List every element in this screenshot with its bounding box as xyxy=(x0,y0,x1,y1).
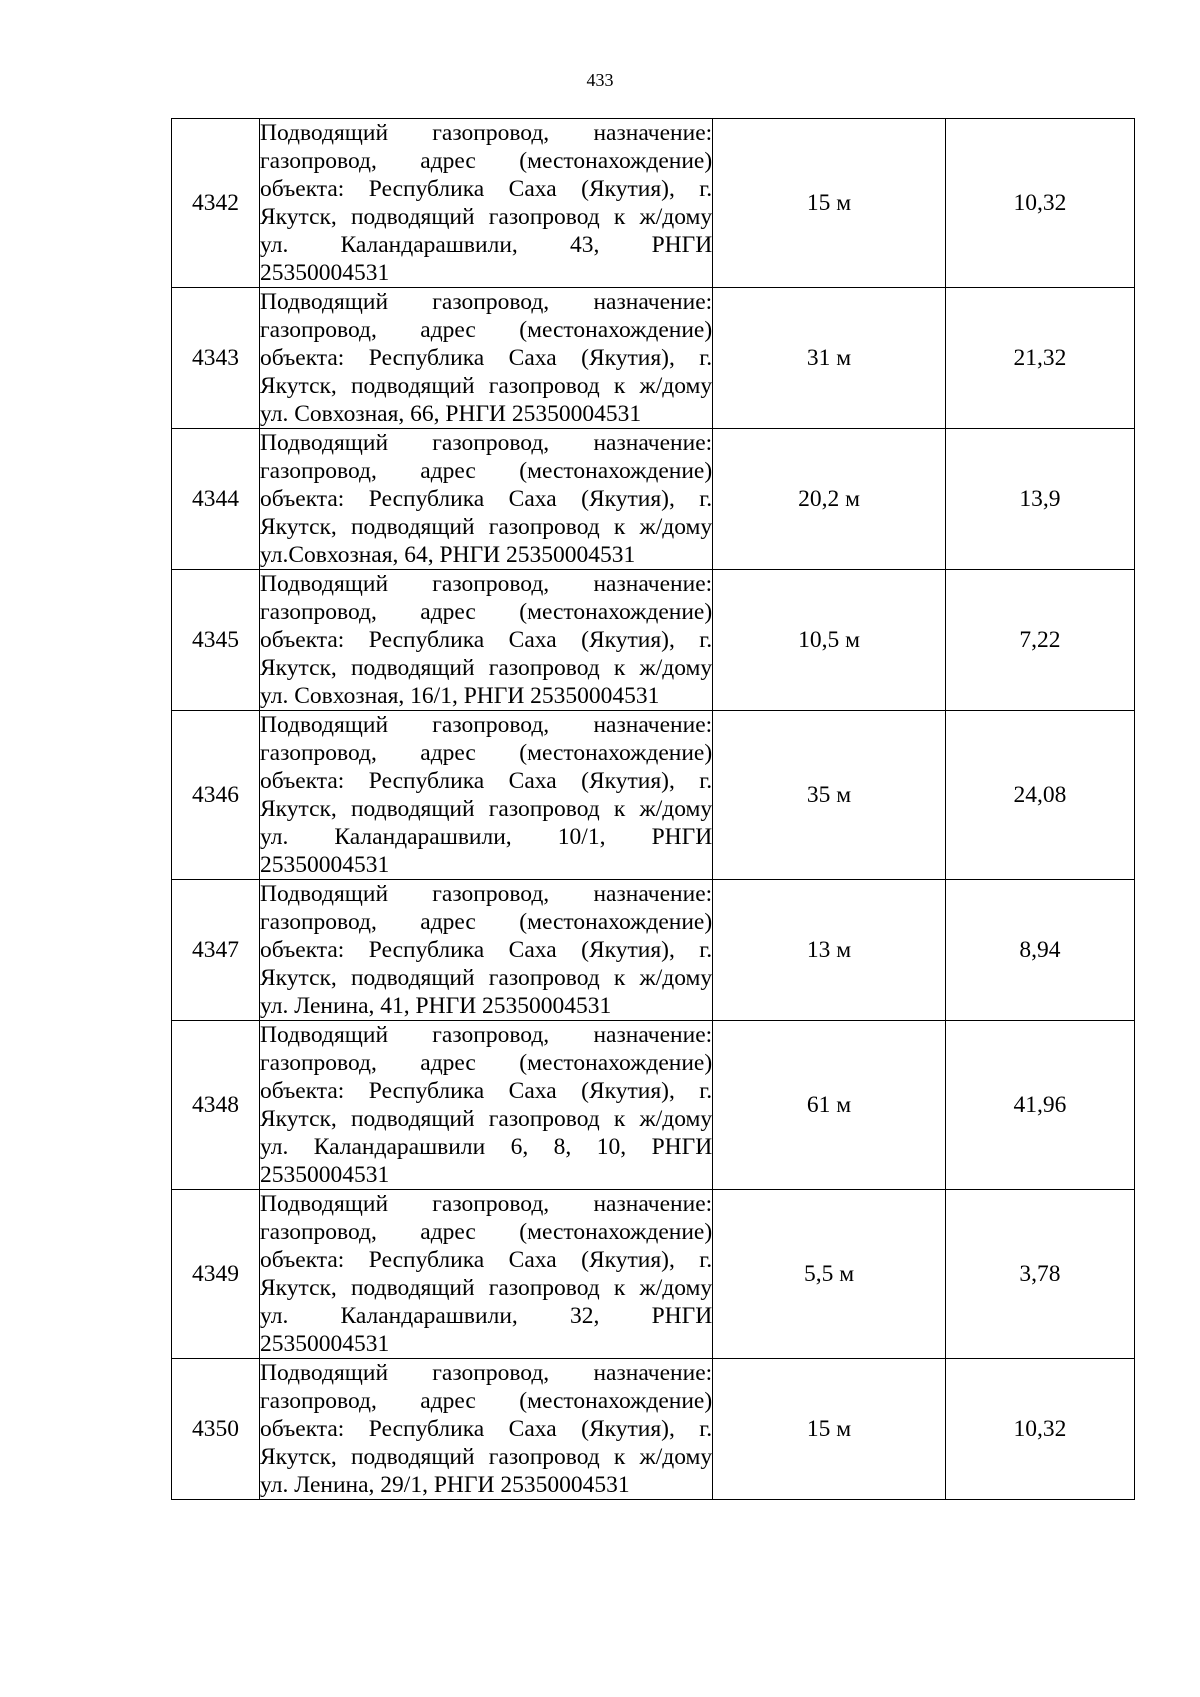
length-cell: 15 м xyxy=(713,119,946,288)
description-line: 25350004531 xyxy=(260,1162,390,1188)
row-number-cell: 4346 xyxy=(172,711,260,880)
table-row xyxy=(172,1190,1135,1359)
description-line: Подводящий газопровод, назначение: xyxy=(260,1022,713,1048)
description-line: объекта: Республика Саха (Якутия), г. xyxy=(260,486,713,512)
description-line: Якутск, подводящий газопровод к ж/дому xyxy=(260,204,713,230)
description-line: объекта: Республика Саха (Якутия), г. xyxy=(260,345,713,371)
description-line: Подводящий газопровод, назначение: xyxy=(260,712,713,738)
description-line: объекта: Республика Саха (Якутия), г. xyxy=(260,937,713,963)
description-line: 25350004531 xyxy=(260,260,390,286)
length-cell: 10,5 м xyxy=(713,570,946,711)
description-line: Якутск, подводящий газопровод к ж/дому xyxy=(260,373,713,399)
description-line: газопровод, адрес (местонахождение) xyxy=(260,317,713,343)
description-line: Подводящий газопровод, назначение: xyxy=(260,120,713,146)
value-cell: 10,32 xyxy=(945,119,1134,288)
description-line: 25350004531 xyxy=(260,1331,390,1357)
row-number-cell: 4345 xyxy=(172,570,260,711)
description-line: Подводящий газопровод, назначение: xyxy=(260,571,713,597)
value-cell: 21,32 xyxy=(945,288,1134,429)
description-line: 25350004531 xyxy=(260,852,390,878)
object-description-cell xyxy=(260,119,713,288)
length-cell: 15 м xyxy=(713,1359,946,1500)
description-line: ул. Каландарашвили, 10/1, РНГИ xyxy=(260,824,713,850)
value-cell: 10,32 xyxy=(945,1359,1134,1500)
table-row xyxy=(172,1359,1135,1500)
row-number-cell: 4343 xyxy=(172,288,260,429)
description-line: ул. Каландарашвили, 32, РНГИ xyxy=(260,1303,713,1329)
table-row xyxy=(172,570,1135,711)
description-line: объекта: Республика Саха (Якутия), г. xyxy=(260,627,713,653)
description-line: газопровод, адрес (местонахождение) xyxy=(260,599,713,625)
row-number-cell: 4348 xyxy=(172,1021,260,1190)
value-cell: 41,96 xyxy=(945,1021,1134,1190)
object-description-cell xyxy=(260,711,713,880)
description-line: газопровод, адрес (местонахождение) xyxy=(260,458,713,484)
registry-table-body xyxy=(172,119,1135,1500)
description-line: Якутск, подводящий газопровод к ж/дому xyxy=(260,1106,713,1132)
length-cell: 61 м xyxy=(713,1021,946,1190)
description-line: ул. Совхозная, 16/1, РНГИ 25350004531 xyxy=(260,683,660,709)
row-number-cell: 4342 xyxy=(172,119,260,288)
table-row xyxy=(172,429,1135,570)
description-line: Якутск, подводящий газопровод к ж/дому xyxy=(260,796,713,822)
object-description-cell xyxy=(260,1021,713,1190)
value-cell: 24,08 xyxy=(945,711,1134,880)
description-line: объекта: Республика Саха (Якутия), г. xyxy=(260,1416,713,1442)
description-line: газопровод, адрес (местонахождение) xyxy=(260,148,713,174)
description-line: Якутск, подводящий газопровод к ж/дому xyxy=(260,655,713,681)
value-cell: 8,94 xyxy=(945,880,1134,1021)
length-cell: 20,2 м xyxy=(713,429,946,570)
object-description-cell xyxy=(260,1359,713,1500)
object-description-cell xyxy=(260,288,713,429)
value-cell: 3,78 xyxy=(945,1190,1134,1359)
description-line: газопровод, адрес (местонахождение) xyxy=(260,1219,713,1245)
value-cell: 7,22 xyxy=(945,570,1134,711)
description-line: Подводящий газопровод, назначение: xyxy=(260,289,713,315)
length-cell: 13 м xyxy=(713,880,946,1021)
description-line: ул. Каландарашвили 6, 8, 10, РНГИ xyxy=(260,1134,713,1160)
description-line: газопровод, адрес (местонахождение) xyxy=(260,740,713,766)
description-line: объекта: Республика Саха (Якутия), г. xyxy=(260,176,713,202)
description-line: Якутск, подводящий газопровод к ж/дому xyxy=(260,1444,713,1470)
row-number-cell: 4344 xyxy=(172,429,260,570)
length-cell: 35 м xyxy=(713,711,946,880)
description-line: газопровод, адрес (местонахождение) xyxy=(260,1388,713,1414)
description-line: ул. Ленина, 41, РНГИ 25350004531 xyxy=(260,993,612,1019)
description-line: газопровод, адрес (местонахождение) xyxy=(260,1050,713,1076)
table-row xyxy=(172,288,1135,429)
table-row xyxy=(172,880,1135,1021)
description-line: Подводящий газопровод, назначение: xyxy=(260,881,713,907)
page-number: 433 xyxy=(586,70,614,90)
length-cell: 5,5 м xyxy=(713,1190,946,1359)
description-line: ул.Совхозная, 64, РНГИ 25350004531 xyxy=(260,542,636,568)
description-line: Якутск, подводящий газопровод к ж/дому xyxy=(260,965,713,991)
description-line: Подводящий газопровод, назначение: xyxy=(260,1191,713,1217)
row-number-cell: 4350 xyxy=(172,1359,260,1500)
table-row xyxy=(172,119,1135,288)
value-cell: 13,9 xyxy=(945,429,1134,570)
description-line: ул. Ленина, 29/1, РНГИ 25350004531 xyxy=(260,1472,630,1498)
table-row xyxy=(172,1021,1135,1190)
description-line: объекта: Республика Саха (Якутия), г. xyxy=(260,1247,713,1273)
registry-table xyxy=(171,118,1135,1500)
object-description-cell xyxy=(260,880,713,1021)
description-line: ул. Каландарашвили, 43, РНГИ xyxy=(260,232,713,258)
description-line: объекта: Республика Саха (Якутия), г. xyxy=(260,1078,713,1104)
object-description-cell xyxy=(260,1190,713,1359)
row-number-cell: 4349 xyxy=(172,1190,260,1359)
description-line: газопровод, адрес (местонахождение) xyxy=(260,909,713,935)
length-cell: 31 м xyxy=(713,288,946,429)
object-description-cell xyxy=(260,429,713,570)
description-line: Подводящий газопровод, назначение: xyxy=(260,1360,713,1386)
row-number-cell: 4347 xyxy=(172,880,260,1021)
table-row xyxy=(172,711,1135,880)
description-line: Якутск, подводящий газопровод к ж/дому xyxy=(260,1275,713,1301)
object-description-cell xyxy=(260,570,713,711)
description-line: объекта: Республика Саха (Якутия), г. xyxy=(260,768,713,794)
description-line: ул. Совхозная, 66, РНГИ 25350004531 xyxy=(260,401,642,427)
description-line: Якутск, подводящий газопровод к ж/дому xyxy=(260,514,713,540)
description-line: Подводящий газопровод, назначение: xyxy=(260,430,713,456)
